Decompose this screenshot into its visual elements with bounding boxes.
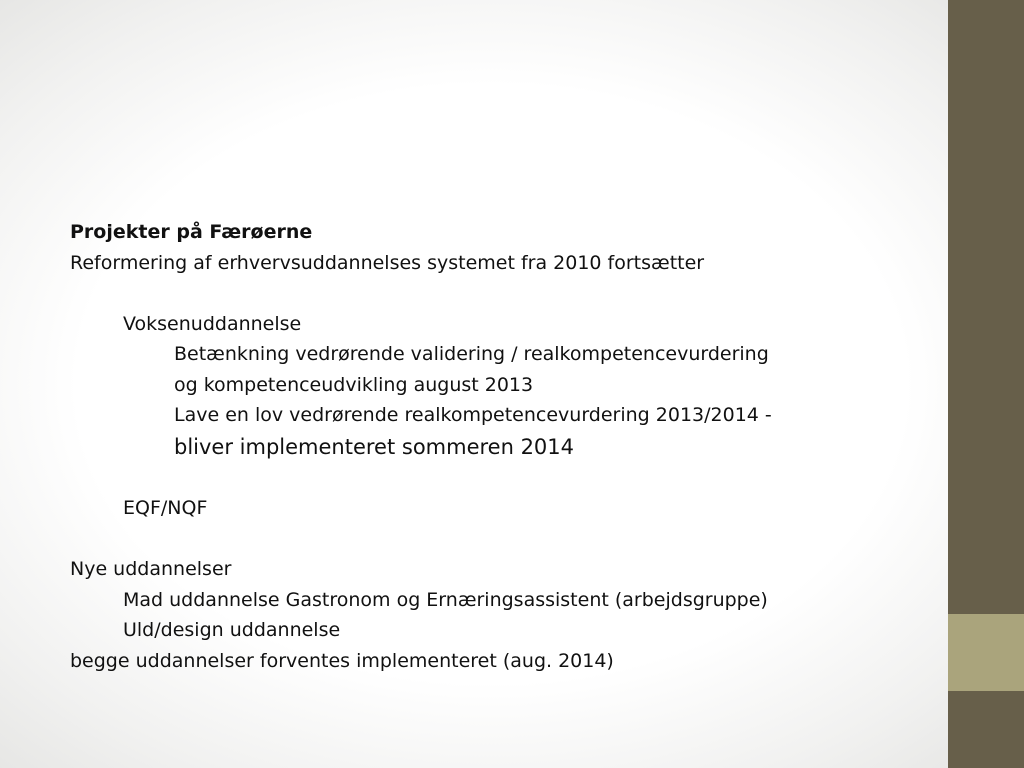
text-line-nye-uddannelser: Nye uddannelser (70, 558, 232, 580)
text-line-uld-design: Uld/design uddannelse (123, 619, 341, 641)
blank-line (70, 463, 930, 494)
text-line-voksenuddannelse: Voksenuddannelse (123, 312, 302, 335)
text-line-mad-uddannelse: Mad uddannelse Gastronom og Ernæringsassistent (arbejdsgruppe) (123, 588, 768, 611)
text-line-begge: begge uddannelser forventes implementeret (aug. 2014) (70, 649, 614, 672)
slide-body (70, 217, 930, 676)
decorative-sidebar (948, 0, 1024, 768)
text-line-kompetenceudvikling: og kompetenceudvikling august 2013 (174, 373, 534, 396)
text-line-eqf-nqf: EQF/NQF (123, 497, 208, 519)
slide-title: Projekter på Færøerne (70, 221, 313, 243)
sidebar-accent-block (948, 614, 1024, 691)
text-line-lov: Lave en lov vedrørende realkompetencevurdering 2013/2014 - (174, 404, 772, 426)
text-line-implementeret: bliver implementeret sommeren 2014 (174, 434, 575, 459)
text-line-betaenkning: Betænkning vedrørende validering / realkompetencevurdering (174, 343, 769, 365)
blank-line (70, 524, 930, 555)
blank-line (70, 278, 930, 309)
text-line-reform: Reformering af erhvervsuddannelses systemet fra 2010 fortsætter (70, 251, 705, 274)
